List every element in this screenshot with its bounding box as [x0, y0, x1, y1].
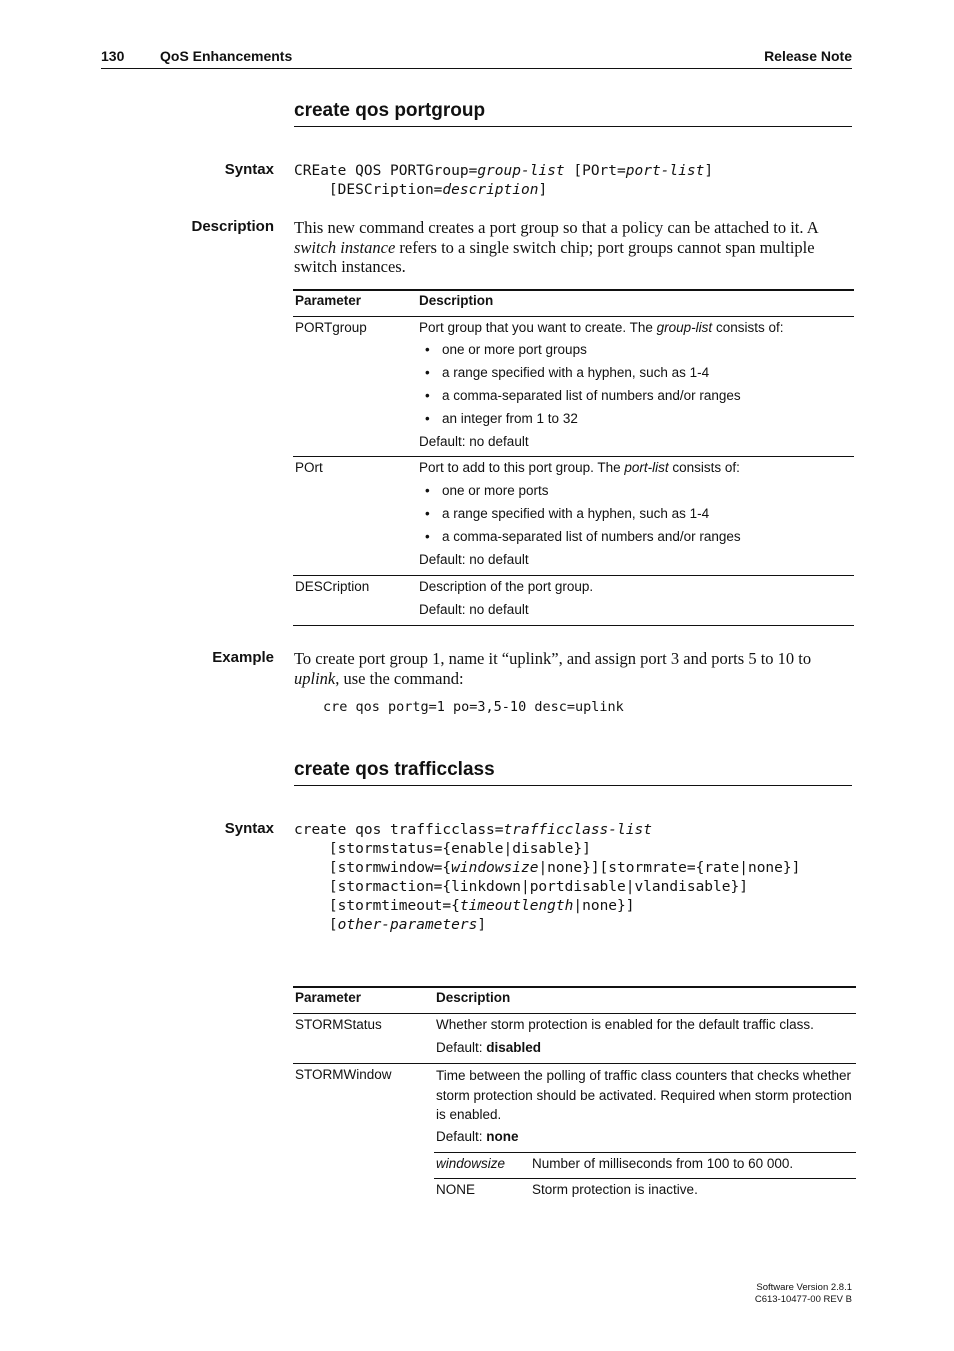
description-paragraph: This new command creates a port group so that a policy can be attached to it. A switch instance refers to a single switch chip; port groups cannot span multiple switch instances.: [294, 218, 818, 276]
default-value: Default: none: [436, 1129, 519, 1144]
list-item: • a comma-separated list of numbers and/or ranges: [419, 387, 741, 410]
subtable-key: windowsize: [436, 1156, 506, 1171]
param-port: POrt: [295, 460, 323, 475]
syntax-label: Syntax: [224, 820, 274, 837]
list-item: • a range specified with a hyphen, such as 1-4: [419, 505, 741, 528]
list-item: • a comma-separated list of numbers and/or ranges: [419, 528, 741, 551]
table-rule: [293, 1013, 856, 1014]
subtable-rule: [434, 1152, 856, 1153]
table-rule: [293, 1063, 856, 1064]
doc-title: Release Note: [764, 48, 852, 64]
param-stormstatus-desc: Whether storm protection is enabled for the default traffic class.: [436, 1017, 814, 1032]
list-item: • one or more port groups: [419, 341, 741, 364]
subtable-rule: [434, 1178, 856, 1179]
table-top-rule: [293, 986, 856, 988]
section-title: QoS Enhancements: [160, 48, 293, 64]
param-portgroup-desc: Port group that you want to create. The group-list consists of:: [419, 320, 784, 335]
param-portgroup: PORTgroup: [295, 320, 367, 335]
syntax-label: Syntax: [224, 161, 274, 178]
param-port-desc: Port to add to this port group. The port-list consists of:: [419, 460, 740, 475]
port-bullet-list: [419, 482, 741, 551]
default-value: Default: no default: [419, 434, 529, 449]
section-heading-portgroup: create qos portgroup: [294, 100, 486, 121]
description-label: Description: [191, 218, 274, 235]
table-rule: [293, 456, 854, 457]
default-value: Default: no default: [419, 552, 529, 567]
section-heading-trafficclass: create qos trafficclass: [294, 759, 495, 780]
param-stormwindow: STORMWindow: [295, 1067, 392, 1082]
footer-software-version: Software Version 2.8.1: [756, 1282, 852, 1293]
table-header-parameter: Parameter: [295, 293, 362, 308]
default-value: Default: no default: [419, 602, 529, 617]
table-header-parameter: Parameter: [295, 990, 362, 1005]
subtable-key: NONE: [436, 1182, 476, 1197]
header-rule: [101, 68, 852, 69]
footer-doc-code: C613-10477-00 REV B: [754, 1294, 852, 1305]
portgroup-bullet-list: [419, 341, 741, 433]
syntax-block: CREate QOS PORTGroup=group-list [POrt=port-list] [DESCription=description]: [294, 163, 714, 198]
param-stormwindow-desc: Time between the polling of traffic class counters that checks whether storm protection should be activated. Required when storm protection is enabled.: [436, 1068, 852, 1122]
table-bottom-rule: [293, 625, 854, 626]
param-stormstatus: STORMStatus: [295, 1017, 382, 1032]
heading-rule: [294, 126, 852, 127]
page-number: 130: [101, 48, 125, 64]
table-top-rule: [293, 289, 854, 291]
param-description: DESCription: [295, 579, 370, 594]
table-rule: [293, 575, 854, 576]
subtable-value: Storm protection is inactive.: [532, 1182, 698, 1197]
default-value: Default: disabled: [436, 1040, 542, 1055]
list-item: • a range specified with a hyphen, such as 1-4: [419, 364, 741, 387]
example-paragraph: To create port group 1, name it “uplink”, and assign port 3 and ports 5 to 10 to uplink, use the command:: [294, 649, 812, 688]
list-item: • an integer from 1 to 32: [419, 410, 741, 433]
table-rule: [293, 316, 854, 317]
syntax-block: create qos trafficclass=trafficclass-list [stormstatus={enable|disable}] [stormwindow={windowsize|none}][stormrate={rate|none}] [stormaction={linkdown|portdisable|vlandisable}] [stormtimeout={timeoutlength|none}] [other-parameters]: [294, 822, 801, 933]
subtable-value: Number of milliseconds from 100 to 60 000.: [532, 1156, 794, 1171]
table-header-description: Description: [436, 990, 511, 1005]
example-label: Example: [212, 649, 274, 666]
example-command: cre qos portg=1 po=3,5-10 desc=uplink: [323, 699, 624, 715]
list-item: • one or more ports: [419, 482, 741, 505]
table-header-description: Description: [419, 293, 494, 308]
heading-rule: [294, 785, 852, 786]
param-description-desc: Description of the port group.: [419, 579, 594, 594]
